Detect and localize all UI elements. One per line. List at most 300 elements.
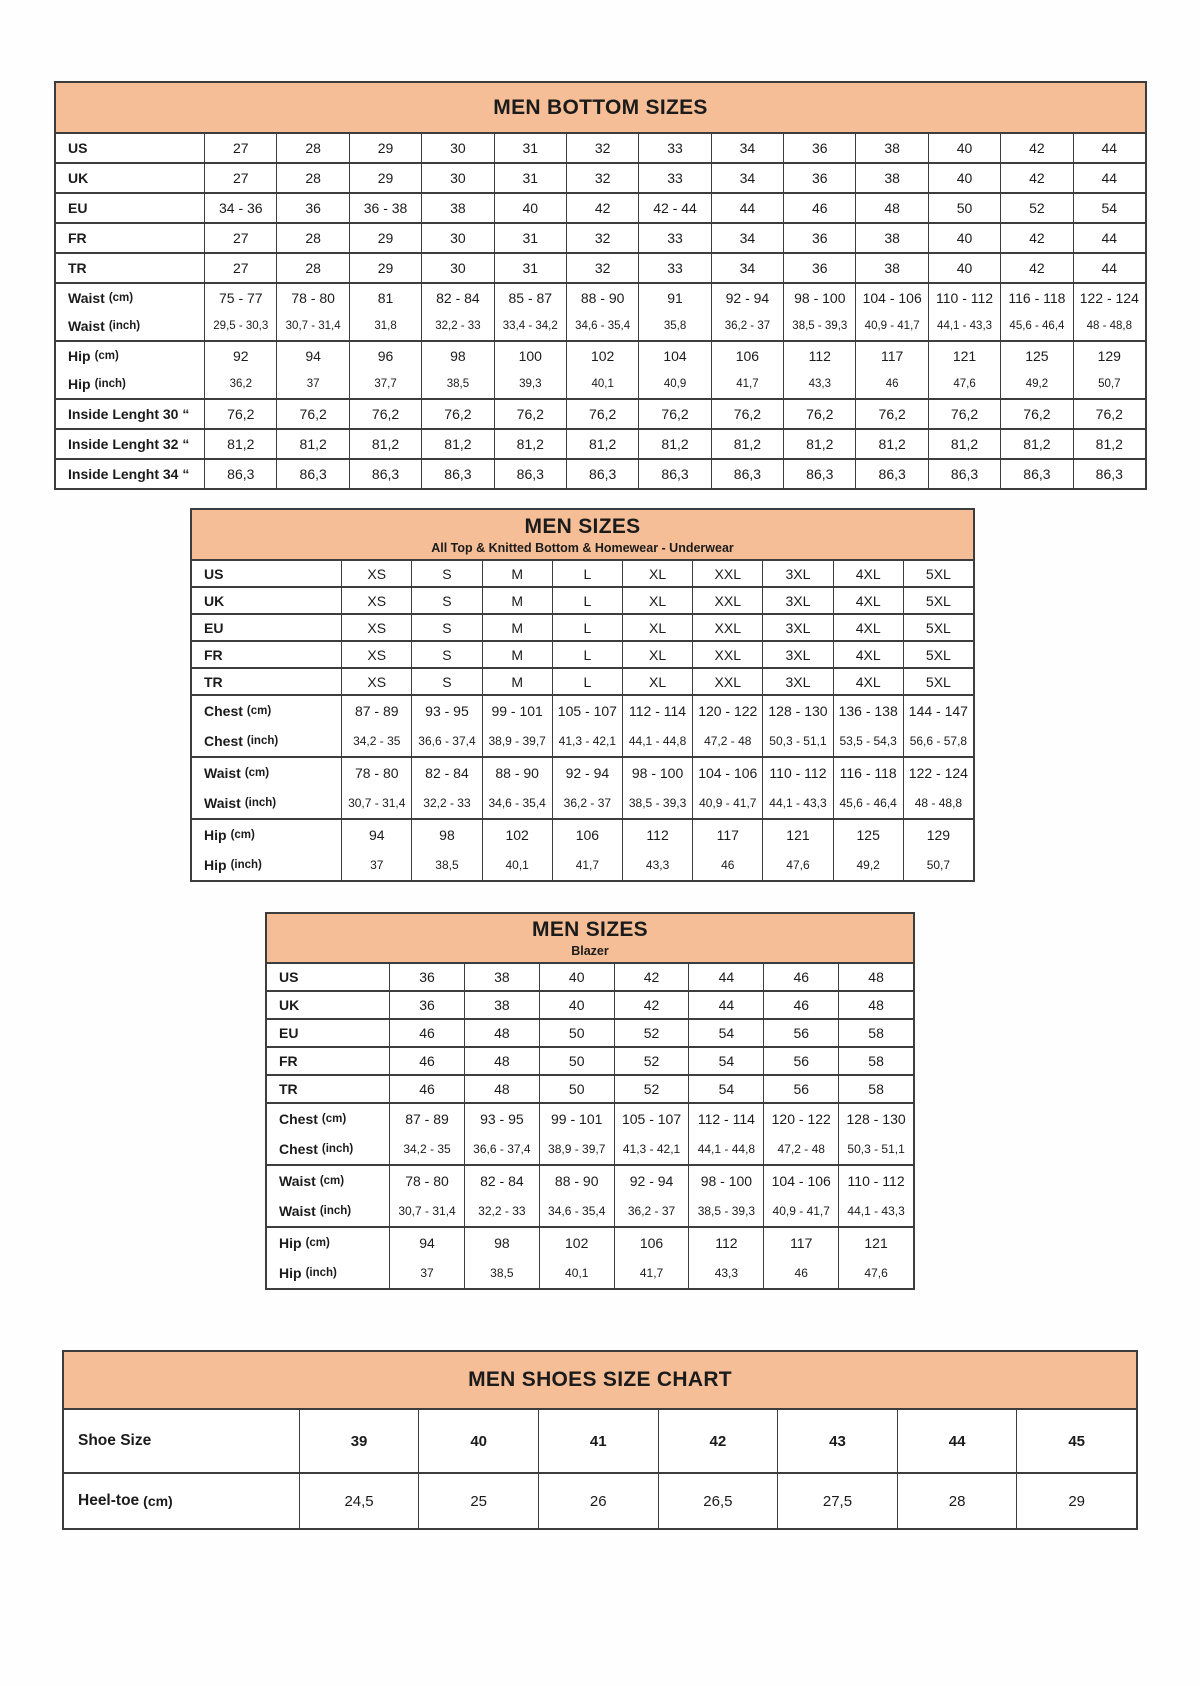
table-cell: 47,6	[928, 370, 1000, 398]
table-cell: 27	[204, 224, 276, 252]
table-cell: 40,1	[482, 850, 552, 880]
table-cell: 38,5	[464, 1258, 539, 1288]
table-cell: 41,3 - 42,1	[614, 1134, 689, 1164]
table-cell: 76,2	[1073, 400, 1145, 428]
table-cell: 81,2	[349, 430, 421, 458]
row-label	[56, 134, 204, 162]
table-cell: 40	[928, 254, 1000, 282]
table-cell: 81,2	[1000, 430, 1072, 458]
table-cell: M	[482, 669, 552, 694]
table-cell: 4XL	[833, 615, 903, 640]
table-cell: M	[482, 642, 552, 667]
table-cell: 31	[494, 134, 566, 162]
table-cell: 36 - 38	[349, 194, 421, 222]
table-title: MEN SHOES SIZE CHART	[468, 1368, 732, 1391]
table-cell: 105 - 107	[552, 696, 622, 726]
table-cell: 45	[1016, 1410, 1136, 1472]
table-cell: XS	[341, 561, 411, 586]
table-cell: XS	[341, 615, 411, 640]
row-label-unit: (inch)	[244, 797, 277, 809]
table-cell: 37	[276, 370, 348, 398]
row-label-text: Hip	[279, 1265, 302, 1281]
table-cell: L	[552, 561, 622, 586]
table-cell: 38,9 - 39,7	[482, 726, 552, 756]
row-label	[192, 588, 341, 613]
table-cell: 54	[688, 1020, 763, 1046]
table-cell: 28	[276, 164, 348, 192]
table-cell: 48 - 48,8	[1073, 312, 1145, 340]
row-label	[56, 254, 204, 282]
row-waist-inch	[192, 788, 973, 818]
row-label	[192, 820, 341, 850]
table-cell: 86,3	[421, 460, 493, 488]
row-label	[56, 224, 204, 252]
row-inside-lenght-30	[56, 400, 1145, 428]
table-cell: 76,2	[855, 400, 927, 428]
table-cell: 104	[638, 342, 710, 370]
table-cell: 86,3	[1073, 460, 1145, 488]
table-cell: 50,3 - 51,1	[762, 726, 832, 756]
table-cell: 42	[1000, 254, 1072, 282]
table-cell: 36	[783, 164, 855, 192]
table-cell: 40,9 - 41,7	[692, 788, 762, 818]
table-cell: 40,9 - 41,7	[763, 1196, 838, 1226]
table-cell: 5XL	[903, 615, 973, 640]
table-cell: 87 - 89	[389, 1104, 464, 1134]
table-cell: 81,2	[855, 430, 927, 458]
table-cell: 44	[688, 964, 763, 990]
table-cell: 76,2	[349, 400, 421, 428]
row-group	[267, 1076, 913, 1104]
table-cell: 102	[482, 820, 552, 850]
row-group	[267, 1228, 913, 1288]
table-cell: 37,7	[349, 370, 421, 398]
row-label	[267, 992, 389, 1018]
table-cell: 35,8	[638, 312, 710, 340]
table-cell: 129	[1073, 342, 1145, 370]
table-cell: 86,3	[204, 460, 276, 488]
row-label-text: Hip	[204, 857, 227, 873]
row-uk	[56, 164, 1145, 192]
table-cell: 110 - 112	[928, 284, 1000, 312]
table-cell: 120 - 122	[692, 696, 762, 726]
row-us	[192, 561, 973, 586]
row-group	[56, 164, 1145, 194]
table-cell: 43,3	[622, 850, 692, 880]
row-label	[267, 1104, 389, 1134]
table-title: MEN SIZES	[524, 514, 641, 538]
table-cell: 86,3	[349, 460, 421, 488]
row-label-unit: (cm)	[143, 1493, 173, 1509]
table-cell: 36	[783, 254, 855, 282]
table-cell: 50	[539, 1076, 614, 1102]
row-group	[267, 1048, 913, 1076]
table-cell: S	[411, 615, 481, 640]
size-tables-container	[0, 81, 1200, 1530]
table-cell: 112	[688, 1228, 763, 1258]
row-label	[56, 460, 204, 488]
table-cell: 98 - 100	[783, 284, 855, 312]
table-cell: 98 - 100	[622, 758, 692, 788]
table-cell: 37	[389, 1258, 464, 1288]
table-cell: S	[411, 561, 481, 586]
table-cell: 56	[763, 1020, 838, 1046]
row-label	[192, 669, 341, 694]
table-cell: 4XL	[833, 669, 903, 694]
table-cell: 76,2	[711, 400, 783, 428]
table-cell: 100	[494, 342, 566, 370]
table-cell: 78 - 80	[341, 758, 411, 788]
table-cell: L	[552, 669, 622, 694]
row-label-text: Chest	[204, 733, 243, 749]
row-label-unit: (inch)	[305, 1267, 337, 1279]
table-cell: 34	[711, 134, 783, 162]
row-group	[192, 642, 973, 669]
row-label-unit: (cm)	[246, 705, 272, 717]
row-label-text: Chest	[279, 1111, 318, 1127]
table-cell: 87 - 89	[341, 696, 411, 726]
table-cell: 49,2	[833, 850, 903, 880]
row-label-text: Shoe Size	[78, 1432, 152, 1449]
table-cell: 41,7	[711, 370, 783, 398]
table-cell: 30	[421, 164, 493, 192]
table-cell: 5XL	[903, 561, 973, 586]
table-cell: 40	[418, 1410, 538, 1472]
row-chest-inch	[192, 726, 973, 756]
table-cell: 104 - 106	[855, 284, 927, 312]
table-cell: 76,2	[1000, 400, 1072, 428]
table-cell: 40	[928, 224, 1000, 252]
table-cell: 29	[349, 254, 421, 282]
table-cell: 81,2	[566, 430, 638, 458]
row-label-text: EU	[279, 1025, 299, 1041]
men-sizes-blazer-header	[267, 914, 913, 964]
row-label-text: Hip	[204, 827, 227, 843]
table-cell: 128 - 130	[838, 1104, 913, 1134]
row-label-text: UK	[68, 170, 89, 186]
table-cell: 30,7 - 31,4	[389, 1196, 464, 1226]
row-label	[267, 1166, 389, 1196]
table-cell: 56	[763, 1076, 838, 1102]
table-cell: 37	[341, 850, 411, 880]
row-hip-inch	[56, 370, 1145, 398]
table-cell: 40,1	[566, 370, 638, 398]
table-cell: 48	[464, 1020, 539, 1046]
table-cell: 82 - 84	[421, 284, 493, 312]
table-cell: 36,2 - 37	[552, 788, 622, 818]
table-cell: L	[552, 615, 622, 640]
table-cell: 81,2	[421, 430, 493, 458]
table-cell: 91	[638, 284, 710, 312]
table-cell: 48	[838, 992, 913, 1018]
row-label	[192, 758, 341, 788]
men-shoes-size-chart-body	[64, 1410, 1136, 1528]
row-group	[56, 430, 1145, 460]
table-cell: 82 - 84	[411, 758, 481, 788]
row-label	[56, 430, 204, 458]
table-cell: 36,6 - 37,4	[464, 1134, 539, 1164]
table-cell: 104 - 106	[763, 1166, 838, 1196]
row-waist-cm	[267, 1166, 913, 1196]
table-cell: 33	[638, 134, 710, 162]
row-fr	[267, 1048, 913, 1074]
table-cell: 28	[897, 1474, 1017, 1528]
table-cell: 32,2 - 33	[421, 312, 493, 340]
table-cell: XL	[622, 561, 692, 586]
table-cell: 36	[389, 964, 464, 990]
table-cell: 40	[928, 164, 1000, 192]
table-cell: 30,7 - 31,4	[276, 312, 348, 340]
row-label-text: Waist	[68, 318, 105, 334]
table-cell: L	[552, 588, 622, 613]
table-cell: 129	[903, 820, 973, 850]
table-cell: 33,4 - 34,2	[494, 312, 566, 340]
table-cell: 32,2 - 33	[411, 788, 481, 818]
table-cell: 92 - 94	[711, 284, 783, 312]
table-cell: 36,2	[204, 370, 276, 398]
table-cell: 50	[539, 1048, 614, 1074]
table-cell: 81,2	[928, 430, 1000, 458]
row-label-unit: (inch)	[321, 1143, 354, 1155]
table-cell: 54	[688, 1076, 763, 1102]
table-cell: 38,5 - 39,3	[688, 1196, 763, 1226]
table-cell: 76,2	[638, 400, 710, 428]
table-cell: 40	[539, 964, 614, 990]
row-label	[56, 342, 204, 370]
table-cell: 47,6	[838, 1258, 913, 1288]
table-cell: 120 - 122	[763, 1104, 838, 1134]
table-cell: 76,2	[566, 400, 638, 428]
table-cell: 81	[349, 284, 421, 312]
row-group	[267, 1166, 913, 1228]
table-cell: 33	[638, 164, 710, 192]
table-cell: 53,5 - 54,3	[833, 726, 903, 756]
table-cell: 78 - 80	[389, 1166, 464, 1196]
table-cell: 34	[711, 164, 783, 192]
table-subtitle: Blazer	[571, 944, 609, 958]
table-cell: 34,6 - 35,4	[566, 312, 638, 340]
table-cell: 38	[464, 964, 539, 990]
row-label	[56, 312, 204, 340]
row-label	[267, 1228, 389, 1258]
table-cell: 28	[276, 254, 348, 282]
row-label-text: TR	[68, 260, 87, 276]
table-cell: 44,1 - 44,8	[688, 1134, 763, 1164]
row-label-unit: (inch)	[246, 735, 279, 747]
table-cell: 44	[897, 1410, 1017, 1472]
table-cell: 27	[204, 164, 276, 192]
table-cell: 49,2	[1000, 370, 1072, 398]
table-cell: 116 - 118	[833, 758, 903, 788]
row-label	[267, 1020, 389, 1046]
table-cell: 50	[539, 1020, 614, 1046]
table-cell: 48	[464, 1048, 539, 1074]
table-cell: S	[411, 669, 481, 694]
table-cell: XXL	[692, 615, 762, 640]
row-label-text: Chest	[279, 1141, 318, 1157]
row-waist-inch	[267, 1196, 913, 1226]
row-label	[56, 400, 204, 428]
table-cell: M	[482, 615, 552, 640]
table-cell: 76,2	[276, 400, 348, 428]
row-group	[56, 400, 1145, 430]
table-cell: 112 - 114	[622, 696, 692, 726]
table-cell: 41,7	[552, 850, 622, 880]
table-cell: 98	[464, 1228, 539, 1258]
table-cell: 144 - 147	[903, 696, 973, 726]
table-cell: 92 - 94	[552, 758, 622, 788]
table-cell: 86,3	[711, 460, 783, 488]
table-cell: 54	[688, 1048, 763, 1074]
table-cell: 117	[763, 1228, 838, 1258]
table-cell: 42	[1000, 164, 1072, 192]
table-cell: 52	[614, 1076, 689, 1102]
row-tr	[267, 1076, 913, 1102]
table-cell: 110 - 112	[838, 1166, 913, 1196]
table-cell: 56,6 - 57,8	[903, 726, 973, 756]
table-cell: 81,2	[783, 430, 855, 458]
table-cell: 36	[783, 134, 855, 162]
table-cell: 40	[494, 194, 566, 222]
table-cell: 86,3	[566, 460, 638, 488]
table-cell: 5XL	[903, 642, 973, 667]
row-group	[64, 1410, 1136, 1474]
table-cell: 98 - 100	[688, 1166, 763, 1196]
table-cell: 42 - 44	[638, 194, 710, 222]
table-cell: 121	[762, 820, 832, 850]
table-cell: 29	[349, 134, 421, 162]
table-cell: 106	[552, 820, 622, 850]
table-cell: 43,3	[783, 370, 855, 398]
table-cell: 33	[638, 254, 710, 282]
table-cell: 48	[464, 1076, 539, 1102]
table-cell: 36	[389, 992, 464, 1018]
table-cell: 76,2	[204, 400, 276, 428]
row-label-text: Hip	[279, 1235, 302, 1251]
row-label	[64, 1474, 299, 1528]
row-label	[56, 164, 204, 192]
table-cell: 85 - 87	[494, 284, 566, 312]
table-cell: 28	[276, 224, 348, 252]
table-cell: 43,3	[688, 1258, 763, 1288]
row-group	[192, 758, 973, 820]
table-cell: 56	[763, 1048, 838, 1074]
row-label-text: US	[68, 140, 88, 156]
table-cell: XS	[341, 642, 411, 667]
row-chest-cm	[267, 1104, 913, 1134]
row-group	[267, 1104, 913, 1166]
table-cell: 47,6	[762, 850, 832, 880]
table-cell: 46	[389, 1048, 464, 1074]
table-cell: 42	[614, 964, 689, 990]
table-cell: 45,6 - 46,4	[833, 788, 903, 818]
table-cell: 39,3	[494, 370, 566, 398]
table-cell: 99 - 101	[482, 696, 552, 726]
table-subtitle: All Top & Knitted Bottom & Homewear - Underwear	[431, 540, 734, 555]
table-cell: 44	[1073, 164, 1145, 192]
table-cell: 50	[928, 194, 1000, 222]
row-hip-inch	[267, 1258, 913, 1288]
table-cell: 94	[389, 1228, 464, 1258]
row-waist-cm	[56, 284, 1145, 312]
table-cell: 46	[389, 1020, 464, 1046]
row-label	[192, 726, 341, 756]
table-cell: 58	[838, 1048, 913, 1074]
table-cell: 34	[711, 254, 783, 282]
table-cell: 81,2	[494, 430, 566, 458]
table-cell: 88 - 90	[539, 1166, 614, 1196]
table-cell: 102	[566, 342, 638, 370]
table-cell: 32	[566, 254, 638, 282]
row-label-unit: (cm)	[305, 1237, 330, 1249]
row-label-text: UK	[279, 997, 300, 1013]
table-cell: 86,3	[276, 460, 348, 488]
table-cell: 40,1	[539, 1258, 614, 1288]
row-shoe-size	[64, 1410, 1136, 1472]
table-cell: 36,2 - 37	[711, 312, 783, 340]
table-cell: 40,9	[638, 370, 710, 398]
table-cell: XXL	[692, 588, 762, 613]
table-cell: 48	[838, 964, 913, 990]
table-cell: 52	[614, 1048, 689, 1074]
table-cell: 42	[614, 992, 689, 1018]
table-cell: 106	[614, 1228, 689, 1258]
table-cell: 36	[276, 194, 348, 222]
table-cell: 36	[783, 224, 855, 252]
table-cell: 29,5 - 30,3	[204, 312, 276, 340]
table-cell: 112 - 114	[688, 1104, 763, 1134]
table-cell: 34,6 - 35,4	[539, 1196, 614, 1226]
men-sizes-top-body	[192, 561, 973, 880]
table-cell: 32	[566, 134, 638, 162]
table-cell: 38	[855, 134, 927, 162]
row-label-text: Inside Lenght 34 “	[68, 466, 190, 482]
row-group	[56, 194, 1145, 224]
table-cell: 24,5	[299, 1474, 419, 1528]
table-cell: 86,3	[494, 460, 566, 488]
table-cell: 40	[928, 134, 1000, 162]
row-label-text: Hip	[68, 376, 91, 392]
table-cell: 81,2	[276, 430, 348, 458]
row-fr	[56, 224, 1145, 252]
row-label-text: TR	[279, 1081, 298, 1097]
table-cell: 112	[622, 820, 692, 850]
row-label-text: EU	[204, 619, 224, 636]
row-uk	[267, 992, 913, 1018]
row-waist-cm	[192, 758, 973, 788]
table-cell: 34	[711, 224, 783, 252]
row-label	[192, 615, 341, 640]
row-label-unit: (cm)	[321, 1113, 347, 1125]
table-cell: 33	[638, 224, 710, 252]
row-hip-inch	[192, 850, 973, 880]
table-cell: 42	[1000, 134, 1072, 162]
row-us	[267, 964, 913, 990]
row-group	[56, 460, 1145, 488]
table-cell: 125	[1000, 342, 1072, 370]
table-cell: M	[482, 561, 552, 586]
row-label	[192, 561, 341, 586]
row-group	[192, 561, 973, 588]
table-cell: 92	[204, 342, 276, 370]
row-label-text: Heel-toe	[78, 1492, 140, 1509]
table-cell: 34 - 36	[204, 194, 276, 222]
table-cell: 4XL	[833, 561, 903, 586]
table-cell: 45,6 - 46,4	[1000, 312, 1072, 340]
table-cell: XL	[622, 642, 692, 667]
row-label-unit: (inch)	[108, 320, 141, 332]
table-cell: 52	[614, 1020, 689, 1046]
